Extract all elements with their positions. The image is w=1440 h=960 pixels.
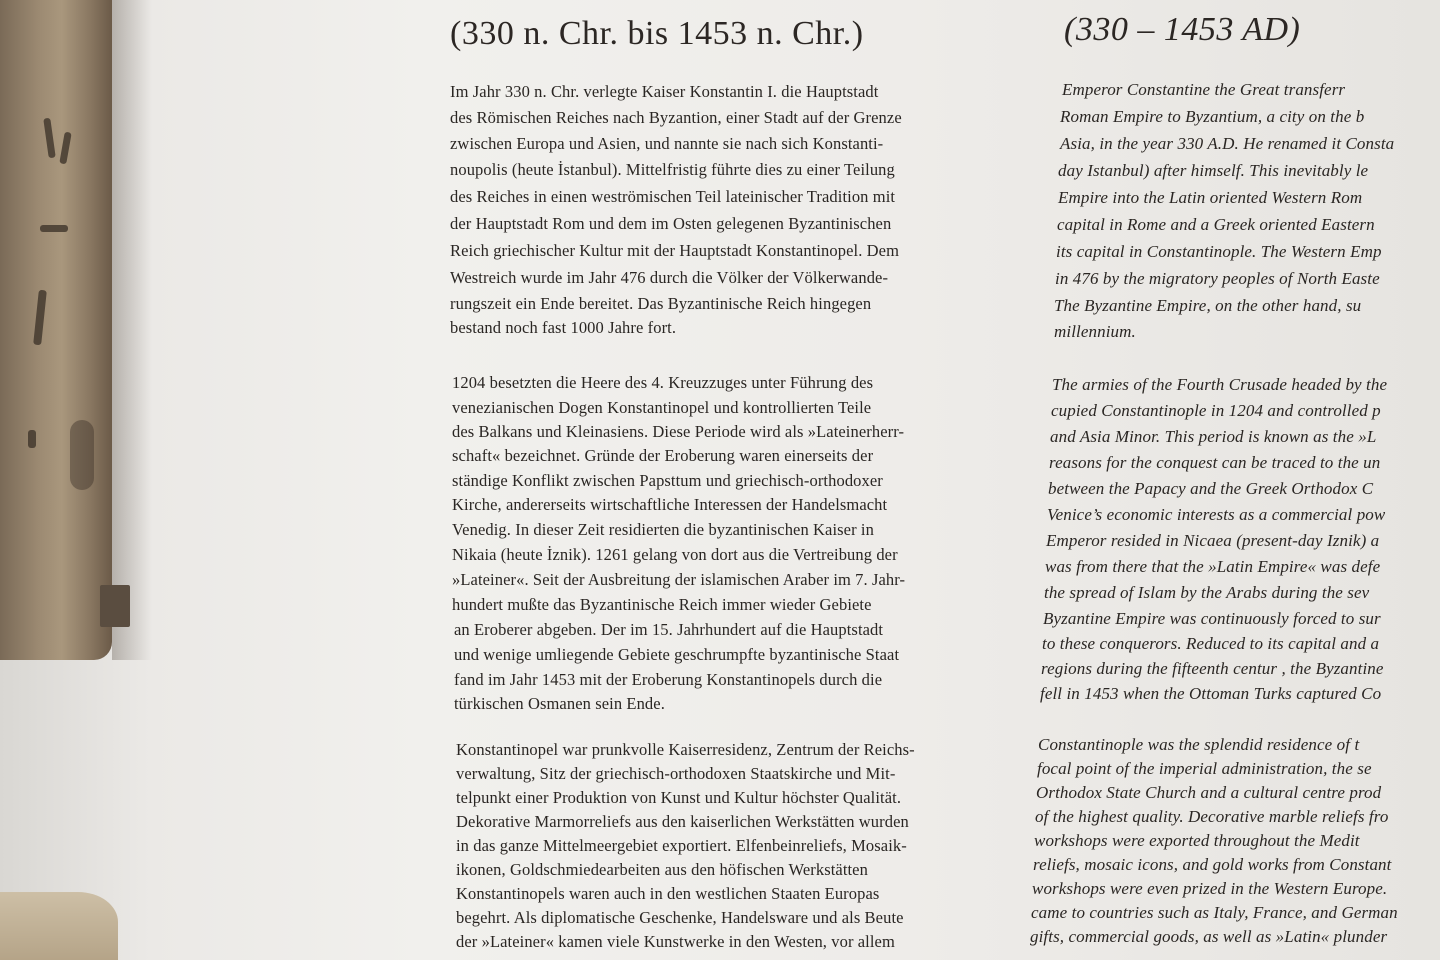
text-line: day Istanbul) after himself. This inevitably le <box>1058 161 1369 180</box>
text-line: between the Papacy and the Greek Orthodox C <box>1048 479 1374 498</box>
text-line: ikonen, Goldschmiedearbeiten aus den höfischen Werkstätten <box>456 860 868 879</box>
text-line: capital in Rome and a Greek oriented Eastern <box>1057 215 1375 234</box>
text-line: Empire into the Latin oriented Western Rom <box>1058 188 1363 207</box>
text-line: cupied Constantinople in 1204 and controlled p <box>1051 401 1381 420</box>
text-line: rungszeit ein Ende bereitet. Das Byzantinische Reich hingegen <box>450 294 872 313</box>
text-line: gifts, commercial goods, as well as »Latin« plunder <box>1030 927 1388 946</box>
carved-wooden-artifact <box>0 0 112 660</box>
text-line: Venice’s economic interests as a commercial pow <box>1047 505 1386 524</box>
text-line: 1204 besetzten die Heere des 4. Kreuzzuges unter Führung des <box>452 373 874 392</box>
text-line: begehrt. Als diplomatische Geschenke, Handelsware und als Beute <box>456 908 904 927</box>
text-line: Byzantine Empire was continuously forced to sur <box>1043 609 1381 628</box>
text-line: came to countries such as Italy, France, and German <box>1031 903 1398 922</box>
text-line: Asia, in the year 330 A.D. He renamed it Consta <box>1060 134 1395 153</box>
text-line: zwischen Europa und Asien, und nannte sie nach sich Konstanti- <box>450 134 884 153</box>
artifact-shadow <box>112 0 152 660</box>
english-heading: (330 – 1453 AD) <box>1064 11 1301 48</box>
mounting-bracket <box>100 585 130 627</box>
text-line: Emperor resided in Nicaea (present-day Iznik) a <box>1046 531 1380 550</box>
text-line: telpunkt einer Produktion von Kunst und Kultur höchster Qualität. <box>456 788 902 807</box>
text-line: focal point of the imperial administration, the se <box>1037 759 1372 778</box>
text-line: Emperor Constantine the Great transferr <box>1062 80 1346 99</box>
text-line: hundert mußte das Byzantinische Reich immer wieder Gebiete <box>452 595 872 614</box>
text-line: des Römischen Reiches nach Byzantion, einer Stadt auf der Grenze <box>450 108 902 127</box>
text-line: und wenige umliegende Gebiete geschrumpfte byzantinische Staat <box>454 645 900 664</box>
text-line: Dekorative Marmorreliefs aus den kaiserlichen Werkstätten wurden <box>456 812 909 831</box>
text-line: bestand noch fast 1000 Jahre fort. <box>450 318 677 337</box>
text-line: was from there that the »Latin Empire« was defe <box>1045 557 1381 576</box>
text-line: Constantinople was the splendid residence of t <box>1038 735 1360 754</box>
text-line: the spread of Islam by the Arabs during the sev <box>1044 583 1370 602</box>
text-line: der Hauptstadt Rom und dem im Osten gelegenen Byzantinischen <box>450 214 892 233</box>
text-line: noupolis (heute İstanbul). Mittelfristig führte dies zu einer Teilung <box>450 160 895 179</box>
text-line: millennium. <box>1054 322 1136 341</box>
text-line: verwaltung, Sitz der griechisch-orthodoxen Staatskirche und Mit- <box>456 764 896 783</box>
text-line: des Reiches in einen weströmischen Teil lateinischer Tradition mit <box>450 187 896 206</box>
text-line: reliefs, mosaic icons, and gold works from Constant <box>1033 855 1392 874</box>
german-heading: (330 n. Chr. bis 1453 n. Chr.) <box>450 15 864 52</box>
text-line: Venedig. In dieser Zeit residierten die byzantinischen Kaiser in <box>452 520 874 539</box>
text-line: Orthodox State Church and a cultural centre prod <box>1036 783 1382 802</box>
text-line: fell in 1453 when the Ottoman Turks captured Co <box>1040 684 1382 703</box>
text-line: workshops were exported throughout the Medit <box>1034 831 1360 850</box>
text-line: Konstantinopels waren auch in den westlichen Staaten Europas <box>456 884 880 903</box>
text-line: The armies of the Fourth Crusade headed by the <box>1052 375 1388 394</box>
text-line: in das ganze Mittelmeergebiet exportiert. Elfenbeinreliefs, Mosaik- <box>456 836 907 855</box>
text-line: of the highest quality. Decorative marble reliefs fro <box>1035 807 1389 826</box>
text-line: türkischen Osmanen sein Ende. <box>454 694 665 713</box>
text-line: in 476 by the migratory peoples of North Easte <box>1055 269 1380 288</box>
text-line: des Balkans und Kleinasiens. Diese Periode wird als »Lateinerherr- <box>452 422 905 441</box>
text-line: reasons for the conquest can be traced to the un <box>1049 453 1381 472</box>
stone-fragment <box>0 892 118 960</box>
text-line: its capital in Constantinople. The Western Emp <box>1056 242 1382 261</box>
text-line: Kirche, andererseits wirtschaftliche Interessen der Handelsmacht <box>452 495 888 514</box>
text-line: schaft« bezeichnet. Gründe der Eroberung waren einerseits der <box>452 446 874 465</box>
text-line: an Eroberer abgeben. Der im 15. Jahrhundert auf die Hauptstadt <box>454 620 884 639</box>
text-line: and Asia Minor. This period is known as the »L <box>1050 427 1377 446</box>
text-line: Roman Empire to Byzantium, a city on the b <box>1060 107 1365 126</box>
text-line: fand im Jahr 1453 mit der Eroberung Konstantinopels durch die <box>454 670 883 689</box>
text-line: to these conquerors. Reduced to its capital and a <box>1042 634 1380 653</box>
text-line: The Byzantine Empire, on the other hand, su <box>1054 296 1362 315</box>
text-line: Nikaia (heute İznik). 1261 gelang von dort aus die Vertreibung der <box>452 545 898 564</box>
text-line: Reich griechischer Kultur mit der Hauptstadt Konstantinopel. Dem <box>450 241 900 260</box>
text-line: der »Lateiner« kamen viele Kunstwerke in den Westen, vor allem <box>456 932 895 951</box>
text-line: ständige Konflikt zwischen Papsttum und griechisch-orthodoxer <box>452 471 883 490</box>
text-line: workshops were even prized in the Western Europe. <box>1032 879 1388 898</box>
text-line: »Lateiner«. Seit der Ausbreitung der islamischen Araber im 7. Jahr- <box>452 570 906 589</box>
text-line: venezianischen Dogen Konstantinopel und kontrollierten Teile <box>452 398 872 417</box>
text-line: Konstantinopel war prunkvolle Kaiserresidenz, Zentrum der Reichs- <box>456 740 915 759</box>
text-line: regions during the fifteenth centur , the Byzantine <box>1041 659 1384 678</box>
text-line: Im Jahr 330 n. Chr. verlegte Kaiser Konstantin I. die Hauptstadt <box>450 82 879 101</box>
text-line: Westreich wurde im Jahr 476 durch die Völker der Völkerwande- <box>450 268 889 287</box>
